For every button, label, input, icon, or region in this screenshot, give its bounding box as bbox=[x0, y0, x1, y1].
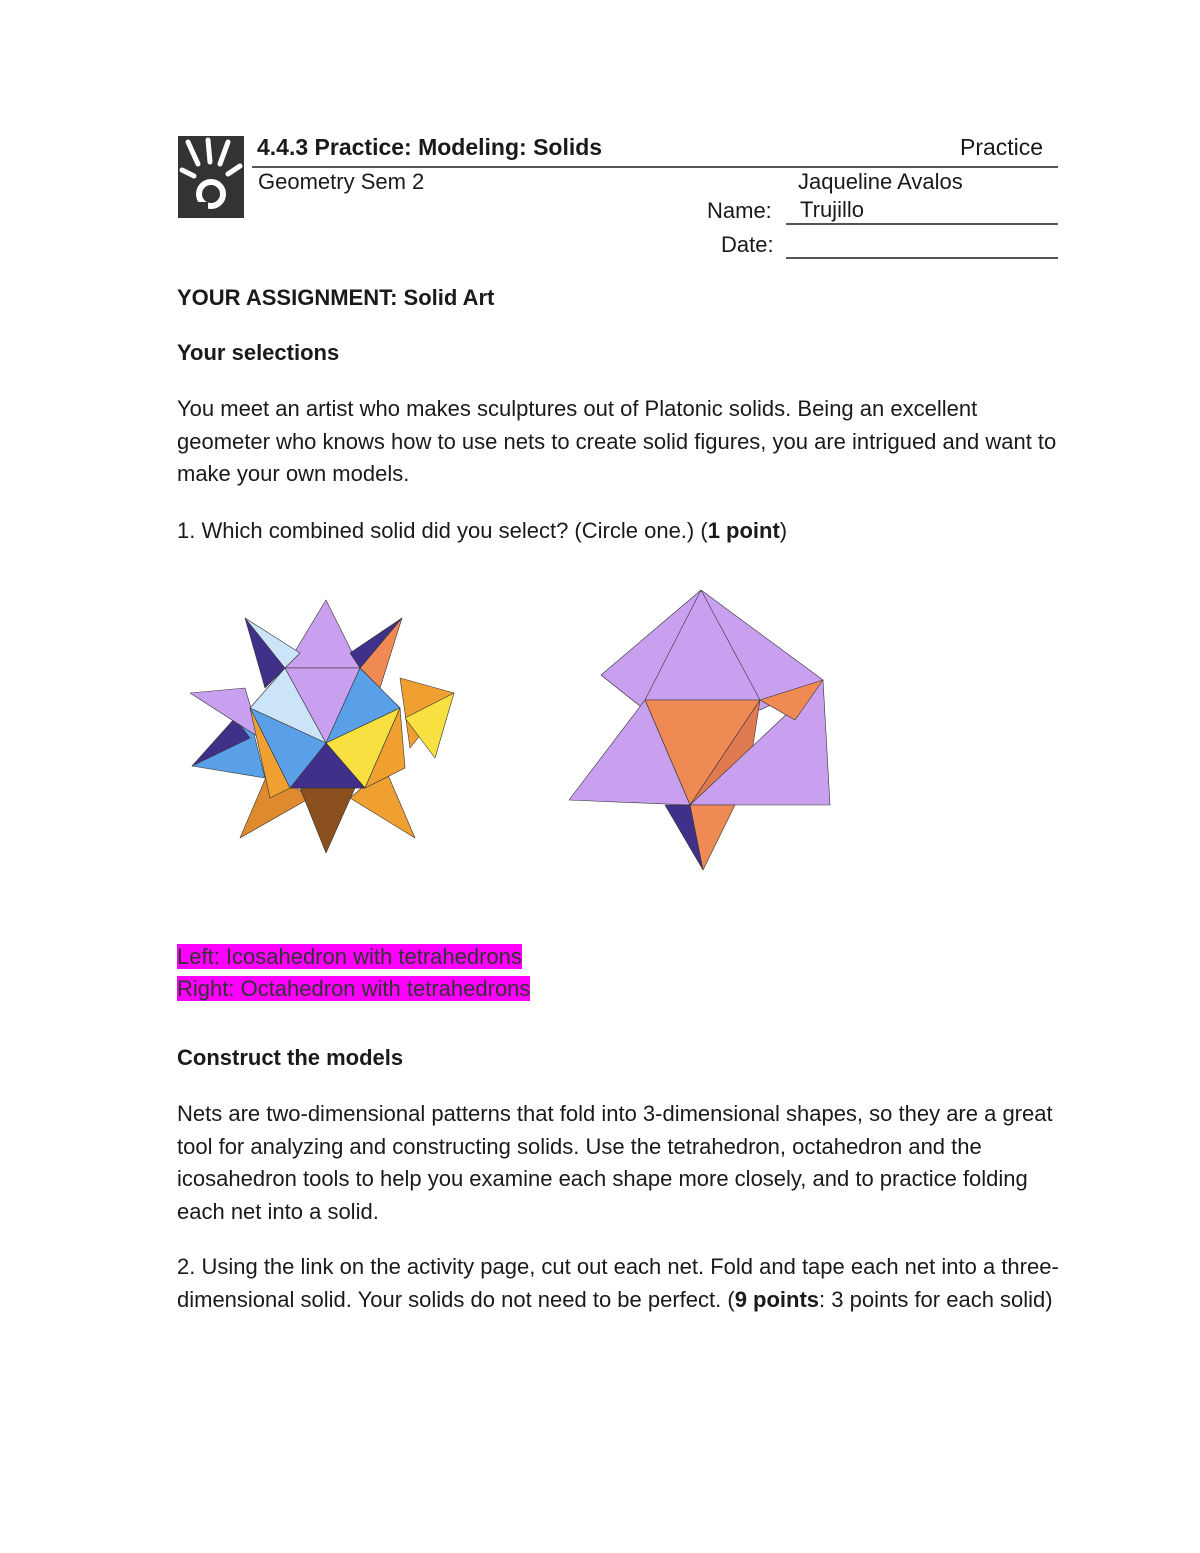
student-name-line1: Jaqueline Avalos bbox=[798, 169, 963, 194]
answer-left-highlight: Left: Icosahedron with tetrahedrons bbox=[177, 944, 522, 969]
q1-points: 1 point bbox=[707, 518, 780, 543]
course-name: Geometry Sem 2 bbox=[258, 169, 425, 194]
q1-text: 1. Which combined solid did you select? (Circle one.) ( bbox=[177, 518, 708, 543]
name-label: Name: bbox=[707, 198, 772, 223]
name-underline bbox=[786, 223, 1058, 225]
q1-end: ) bbox=[779, 518, 788, 543]
header-divider bbox=[252, 166, 1058, 168]
question-1 bbox=[177, 515, 1067, 548]
document-title: 4.4.3 Practice: Modeling: Solids bbox=[257, 134, 603, 160]
assignment-value: Solid Art bbox=[397, 285, 495, 310]
assignment-label: YOUR ASSIGNMENT: bbox=[177, 285, 398, 310]
icosahedron-star-image bbox=[190, 598, 470, 853]
octahedron-star-image bbox=[565, 590, 835, 875]
answer-right bbox=[177, 973, 1067, 1006]
student-name-line2: Trujillo bbox=[800, 197, 864, 222]
answer-left bbox=[177, 941, 1067, 974]
intro-paragraph: You meet an artist who makes sculptures out of Platonic solids. Being an excellent geometer who knows how to use nets to create solid figures, you are intrigued and want to make your own models. bbox=[177, 396, 1057, 486]
document-type: Practice bbox=[960, 134, 1044, 160]
nets-paragraph: Nets are two-dimensional patterns that fold into 3-dimensional shapes, so they are a great tool for analyzing and constructing solids. Use the tetrahedron, octahedron and the icosahedron tools to help you examine each shape more closely, and to practice folding each net into a solid. bbox=[177, 1101, 1053, 1224]
q2-end: : 3 points for each solid) bbox=[819, 1286, 1053, 1312]
q2-text: 2. Using the link on the activity page, cut out each net. Fold and tape each net into a three-dimensional solid. Your solids do not need to be perfect. ( bbox=[177, 1254, 1059, 1312]
question-2 bbox=[177, 1251, 1067, 1316]
answer-right-highlight: Right: Octahedron with tetrahedrons bbox=[177, 976, 531, 1001]
assignment-line bbox=[177, 282, 1067, 315]
construct-heading: Construct the models bbox=[177, 1045, 404, 1070]
q2-points: 9 points bbox=[734, 1286, 820, 1312]
selections-heading: Your selections bbox=[177, 340, 340, 365]
school-logo-icon bbox=[178, 136, 244, 218]
date-label: Date: bbox=[721, 232, 774, 257]
date-underline bbox=[786, 257, 1058, 259]
